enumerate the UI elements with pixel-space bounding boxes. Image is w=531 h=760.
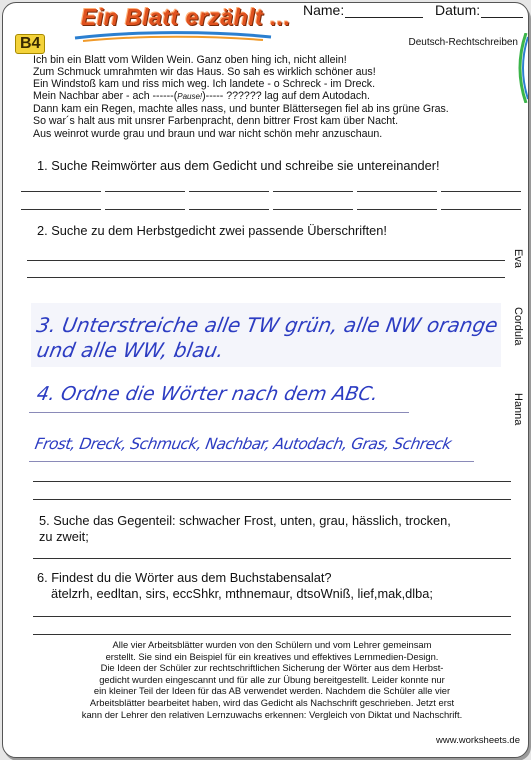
rhyme-blank[interactable]: [357, 209, 437, 210]
rhyme-blank[interactable]: [273, 191, 353, 192]
side-name-hanna: Hanna: [512, 393, 524, 426]
worksheet-title: Ein Blatt erzählt ...: [81, 4, 291, 30]
rhyme-blank[interactable]: [441, 191, 521, 192]
poem-line: Dann kam ein Regen, machte alles nass, und bunter Blättersegen fiel ab ins grüne Gras.: [33, 103, 449, 116]
answer-line[interactable]: [33, 616, 511, 617]
handwriting-underline: [29, 412, 409, 413]
note-line: kann der Lehrer den relativen Lernzuwachs erkennen: Vergleich von Diktat und Nachschrift.: [81, 708, 463, 720]
rhyme-blank[interactable]: [189, 209, 269, 210]
rhyme-blank[interactable]: [21, 191, 101, 192]
answer-line[interactable]: [33, 558, 511, 559]
poem-line: So war´s halt aus mit unsrer Farbenpracht, denn bittrer Frost kam über Nacht.: [33, 115, 399, 128]
name-label: Name:: [303, 2, 345, 18]
note-line: Die Ideen der Schüler zur rechtschriftlichen Sicherung der Wörter aus dem Herbst-: [100, 662, 444, 674]
rhyme-blank[interactable]: [105, 209, 185, 210]
name-field[interactable]: [345, 16, 423, 18]
pause-note: Pause!: [177, 92, 203, 102]
poem-line: Zum Schmuck umrahmten wir das Haus. So sah es wirklich schöner aus!: [33, 66, 376, 79]
note-line: gedicht wurden eingescannt und für alle zur Übung bereitgestellt. Leider konnte nur: [99, 673, 445, 685]
handwritten-task-4: 4. Ordne die Wörter nach dem ABC.: [35, 383, 380, 405]
sheet-number-badge: B4: [15, 34, 45, 54]
note-line: ein kleiner Teil der Ideen für das AB verwendet werden. Nachdem die Schüler alle vier: [93, 685, 451, 697]
poem-line-part: Mein Nachbar aber - ach ------(: [33, 90, 178, 103]
note-line: erstellt. Sie sind ein Beispiel für ein kreatives und effektives Lernmedien-Design.: [105, 650, 439, 662]
rhyme-blank[interactable]: [441, 209, 521, 210]
note-line: Arbeitsblätter bearbeitet haben, wird das Gedicht als Nachschrift geschrieben. Jetzt erst: [89, 696, 455, 708]
poem-line: Ein Windstoß kam und riss mich weg. Ich landete - o Schreck - im Dreck.: [33, 78, 376, 91]
rhyme-blank[interactable]: [21, 209, 101, 210]
date-label: Datum:: [435, 2, 481, 18]
teacher-note: [43, 639, 501, 720]
handwriting-underline: [29, 461, 474, 462]
answer-line[interactable]: [33, 481, 511, 482]
worksheet-page: [2, 2, 529, 758]
poem-line: Ich bin ein Blatt vom Wilden Wein. Ganz oben hing ich, nicht allein!: [33, 54, 347, 66]
side-name-eva: Eva: [512, 249, 524, 268]
side-name-cordula: Cordula: [512, 307, 524, 346]
answer-line[interactable]: [33, 634, 511, 635]
handwritten-task-3-line-2: und alle WW, blau.: [34, 338, 226, 362]
task-6-text-line-2: ätelzrh, eedltan, sirs, eccShkr, mthnemaur, dtsoWniß, lief,mak,dlba;: [51, 586, 433, 601]
corner-stripes-icon: [510, 33, 528, 103]
title-swoosh-icon: [73, 29, 273, 43]
subject-category: Deutsch-Rechtschreiben: [408, 37, 518, 48]
answer-line[interactable]: [27, 260, 505, 261]
task-5-text-line-2: zu zweit;: [39, 529, 89, 544]
task-6-text-line-1: 6. Findest du die Wörter aus dem Buchstabensalat?: [37, 570, 332, 585]
rhyme-blank[interactable]: [105, 191, 185, 192]
task-2-text: 2. Suche zu dem Herbstgedicht zwei passende Überschriften!: [37, 223, 387, 238]
answer-line[interactable]: [33, 499, 511, 500]
note-line: Alle vier Arbeitsblätter wurden von den Schülern und vom Lehrer gemeinsam: [112, 639, 432, 650]
rhyme-blank[interactable]: [273, 209, 353, 210]
handwritten-task-4-answer: Frost, Dreck, Schmuck, Nachbar, Autodach, Gras, Schreck: [33, 435, 453, 453]
rhyme-blank[interactable]: [189, 191, 269, 192]
poem-text: [33, 54, 449, 140]
date-field[interactable]: [481, 16, 523, 18]
poem-line: [33, 90, 449, 103]
task-5-text-line-1: 5. Suche das Gegenteil: schwacher Frost, unten, grau, hässlich, trocken,: [39, 513, 451, 528]
rhyme-blank[interactable]: [357, 191, 437, 192]
poem-line-part: )----- ?????? lag auf dem Autodach.: [202, 90, 370, 103]
handwritten-task-3-line-1: 3. Unterstreiche alle TW grün, alle NW orange: [34, 313, 500, 337]
poem-line: Aus weinrot wurde grau und braun und war nicht schön mehr anzuschaun.: [33, 127, 383, 140]
answer-line[interactable]: [27, 277, 505, 278]
task-1-text: 1. Suche Reimwörter aus dem Gedicht und schreibe sie untereinander!: [37, 158, 440, 173]
website-url: www.worksheets.de: [436, 735, 520, 746]
